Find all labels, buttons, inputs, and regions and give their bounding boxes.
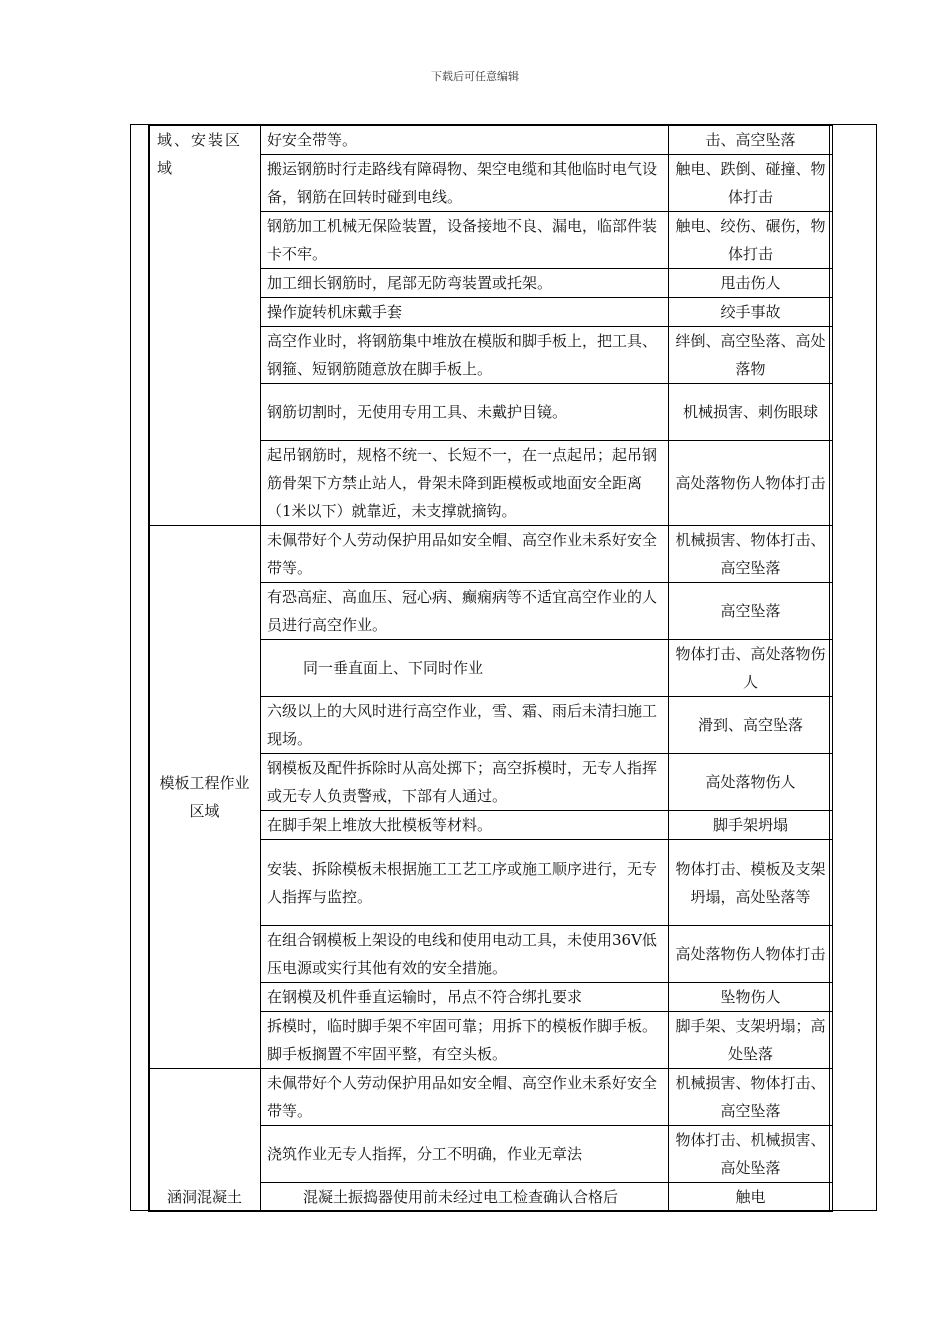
hazard-cell: 同一垂直面上、下同时作业 [261, 640, 669, 697]
hazard-cell: 浇筑作业无专人指挥，分工不明确，作业无章法 [261, 1126, 669, 1183]
accident-cell: 机械损害、刺伤眼球 [669, 384, 833, 441]
hazard-cell: 起吊钢筋时，规格不统一、长短不一，在一点起吊；起吊钢筋骨架下方禁止站人，骨架未降到距模板或地面安全距离（1米以下）就靠近，未支撑就摘钩。 [261, 441, 669, 526]
hazard-cell: 加工细长钢筋时，尾部无防弯装置或托架。 [261, 269, 669, 298]
hazard-cell: 拆模时，临时脚手架不牢固可靠；用拆下的模板作脚手板。脚手板搁置不牢固平整，有空头板。 [261, 1012, 669, 1069]
table-row [149, 1069, 833, 1126]
hazard-cell: 高空作业时，将钢筋集中堆放在模版和脚手板上，把工具、钢箍、短钢筋随意放在脚手板上。 [261, 327, 669, 384]
accident-cell: 高处落物伤人物体打击 [669, 441, 833, 526]
table-row [149, 526, 833, 583]
accident-cell: 高空坠落 [669, 583, 833, 640]
accident-cell: 滑到、高空坠落 [669, 697, 833, 754]
hazard-cell: 未佩带好个人劳动保护用品如安全帽、高空作业未系好安全带等。 [261, 1069, 669, 1126]
accident-cell: 触电 [669, 1183, 833, 1212]
accident-cell: 坠物伤人 [669, 983, 833, 1012]
header-note: 下载后可任意编辑 [431, 70, 519, 83]
accident-cell: 绞手事故 [669, 298, 833, 327]
accident-cell: 物体打击、机械损害、高处坠落 [669, 1126, 833, 1183]
hazard-cell: 好安全带等。 [261, 125, 669, 155]
hazard-cell: 混凝土振捣器使用前未经过电工检查确认合格后 [261, 1183, 669, 1212]
hazard-cell: 搬运钢筋时行走路线有障碍物、架空电缆和其他临时电气设备，钢筋在回转时碰到电线。 [261, 155, 669, 212]
accident-cell: 物体打击、高处落物伤人 [669, 640, 833, 697]
hazard-table [148, 124, 833, 1212]
accident-cell: 脚手架坍塌 [669, 811, 833, 840]
hazard-cell: 有恐高症、高血压、冠心病、癫痫病等不适宜高空作业的人员进行高空作业。 [261, 583, 669, 640]
accident-cell: 机械损害、物体打击、高空坠落 [669, 526, 833, 583]
accident-cell: 机械损害、物体打击、高空坠落 [669, 1069, 833, 1126]
accident-cell: 触电、绞伤、碾伤，物体打击 [669, 212, 833, 269]
hazard-cell: 六级以上的大风时进行高空作业，雪、霜、雨后未清扫施工现场。 [261, 697, 669, 754]
right-blank-column [829, 125, 876, 1210]
hazard-cell: 钢筋切割时，无使用专用工具、未戴护目镜。 [261, 384, 669, 441]
accident-cell: 甩击伤人 [669, 269, 833, 298]
accident-cell: 高处落物伤人 [669, 754, 833, 811]
hazard-cell: 钢模板及配件拆除时从高处掷下；高空拆模时，无专人指挥或无专人负责警戒，下部有人通过。 [261, 754, 669, 811]
accident-cell: 绊倒、高空坠落、高处落物 [669, 327, 833, 384]
hazard-cell: 钢筋加工机械无保险装置，设备接地不良、漏电，临部件装卡不牢。 [261, 212, 669, 269]
hazard-cell: 在钢模及机件垂直运输时，吊点不符合绑扎要求 [261, 983, 669, 1012]
area-cell: 域、安装区域 [149, 125, 261, 526]
area-cell: 涵洞混凝土 [149, 1069, 261, 1212]
accident-cell: 脚手架、支架坍塌；高处坠落 [669, 1012, 833, 1069]
accident-cell: 物体打击、模板及支架坍塌，高处坠落等 [669, 840, 833, 926]
hazard-cell: 在组合钢模板上架设的电线和使用电动工具，未使用36V低压电源或实行其他有效的安全措施。 [261, 926, 669, 983]
hazard-cell: 安装、拆除模板未根据施工工艺工序或施工顺序进行，无专人指挥与监控。 [261, 840, 669, 926]
hazard-cell: 在脚手架上堆放大批模板等材料。 [261, 811, 669, 840]
table-row [149, 125, 833, 155]
accident-cell: 击、高空坠落 [669, 125, 833, 155]
accident-cell: 高处落物伤人物体打击 [669, 926, 833, 983]
hazard-cell: 未佩带好个人劳动保护用品如安全帽、高空作业未系好安全带等。 [261, 526, 669, 583]
accident-cell: 触电、跌倒、碰撞、物体打击 [669, 155, 833, 212]
area-cell: 模板工程作业区域 [149, 526, 261, 1069]
hazard-cell: 操作旋转机床戴手套 [261, 298, 669, 327]
